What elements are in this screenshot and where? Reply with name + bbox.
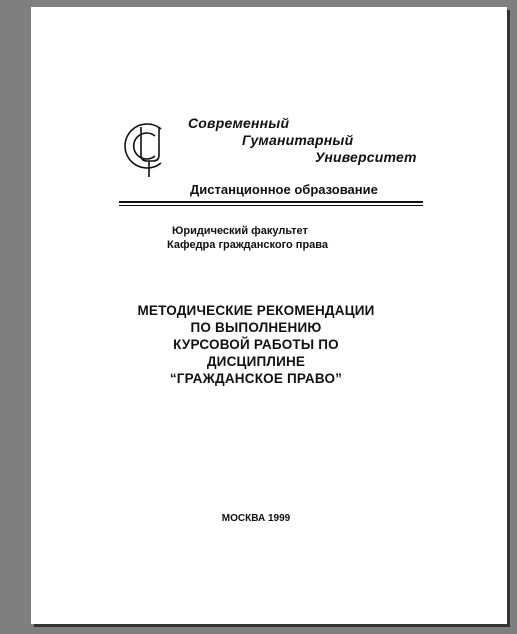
title-line: МЕТОДИЧЕСКИЕ РЕКОМЕНДАЦИИ: [137, 303, 375, 318]
divider-thick: [119, 201, 423, 203]
university-name-line-3: Университет: [315, 149, 417, 165]
title-line: КУРСОВОЙ РАБОТЫ ПО: [173, 337, 339, 352]
document-title: [91, 302, 421, 387]
document-page: [31, 7, 507, 624]
city-year: МОСКВА 1999: [221, 513, 291, 524]
faculty-block: [167, 224, 487, 252]
university-name-line-1: Современный: [188, 115, 290, 131]
department-name: Кафедра гражданского права: [167, 239, 329, 251]
divider-thin: [119, 205, 423, 206]
sgu-logo-icon: [121, 119, 169, 179]
university-name-line-2: Гуманитарный: [242, 132, 354, 148]
division-label: Дистанционное образование: [190, 182, 378, 197]
title-line: “ГРАЖДАНСКОЕ ПРАВО”: [169, 371, 343, 386]
title-line: ПО ВЫПОЛНЕНИЮ: [190, 320, 322, 335]
faculty-name: Юридический факультет: [172, 225, 308, 237]
title-line: ДИСЦИПЛИНЕ: [206, 354, 306, 369]
